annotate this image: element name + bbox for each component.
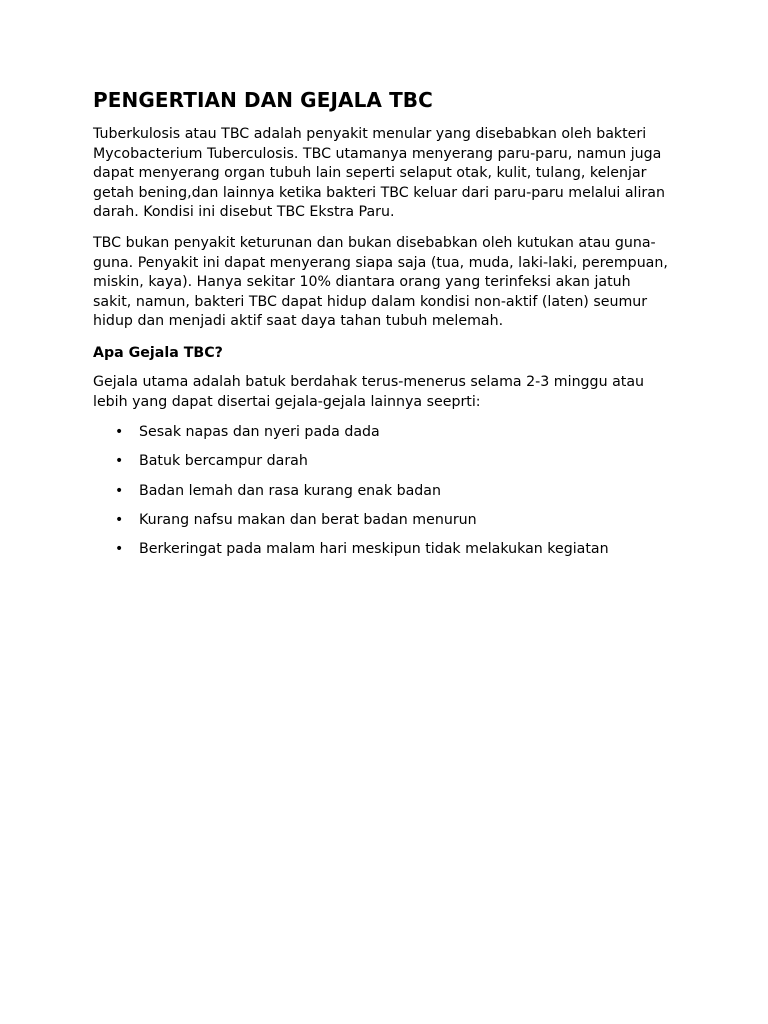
paragraph-definition: Tuberkulosis atau TBC adalah penyakit menular yang disebabkan oleh bakteri Mycobacterium Tuberculosis. TBC utamanya menyerang paru-paru, namun juga dapat menyerang organ tubuh lain seperti selaput otak, kulit, tulang, kelenjar getah bening,dan lainnya ketika bakteri TBC keluar dari paru-paru melalui aliran darah. Kondisi ini disebut TBC Ekstra Paru. [93, 126, 665, 221]
symptom-text: Badan lemah dan rasa kurang enak badan [139, 482, 441, 499]
document-title: PENGERTIAN DAN GEJALA TBC [93, 88, 433, 112]
list-item [93, 452, 668, 472]
list-item [93, 540, 668, 560]
bullet-icon: • [115, 511, 124, 528]
symptom-text: Kurang nafsu makan dan berat badan menurun [139, 511, 477, 528]
bullet-icon: • [115, 453, 124, 470]
symptom-text: Sesak napas dan nyeri pada dada [139, 424, 380, 441]
bullet-icon: • [115, 424, 124, 441]
symptom-text: Batuk bercampur darah [139, 453, 308, 470]
paragraph-transmission: TBC bukan penyakit keturunan dan bukan disebabkan oleh kutukan atau guna-guna. Penyakit ini dapat menyerang siapa saja (tua, muda, laki-laki, perempuan, miskin, kaya). Hanya sekitar 10% diantara orang yang terinfeksi akan jatuh sakit, namun, bakteri TBC dapat hidup dalam kondisi non-aktif (laten) seumur hidup dan menjadi aktif saat daya tahan tubuh melemah. [93, 234, 668, 330]
symptoms-list [93, 423, 668, 559]
symptoms-intro: Gejala utama adalah batuk berdahak terus-menerus selama 2-3 minggu atau lebih yang dapat disertai gejala-gejala lainnya seeprti: [93, 373, 645, 410]
bullet-icon: • [115, 482, 124, 499]
list-item [93, 423, 668, 443]
list-item [93, 482, 668, 502]
symptom-text: Berkeringat pada malam hari meskipun tidak melakukan kegiatan [139, 540, 609, 557]
bullet-icon: • [115, 540, 124, 557]
list-item [93, 511, 668, 531]
symptoms-heading: Apa Gejala TBC? [93, 344, 223, 361]
